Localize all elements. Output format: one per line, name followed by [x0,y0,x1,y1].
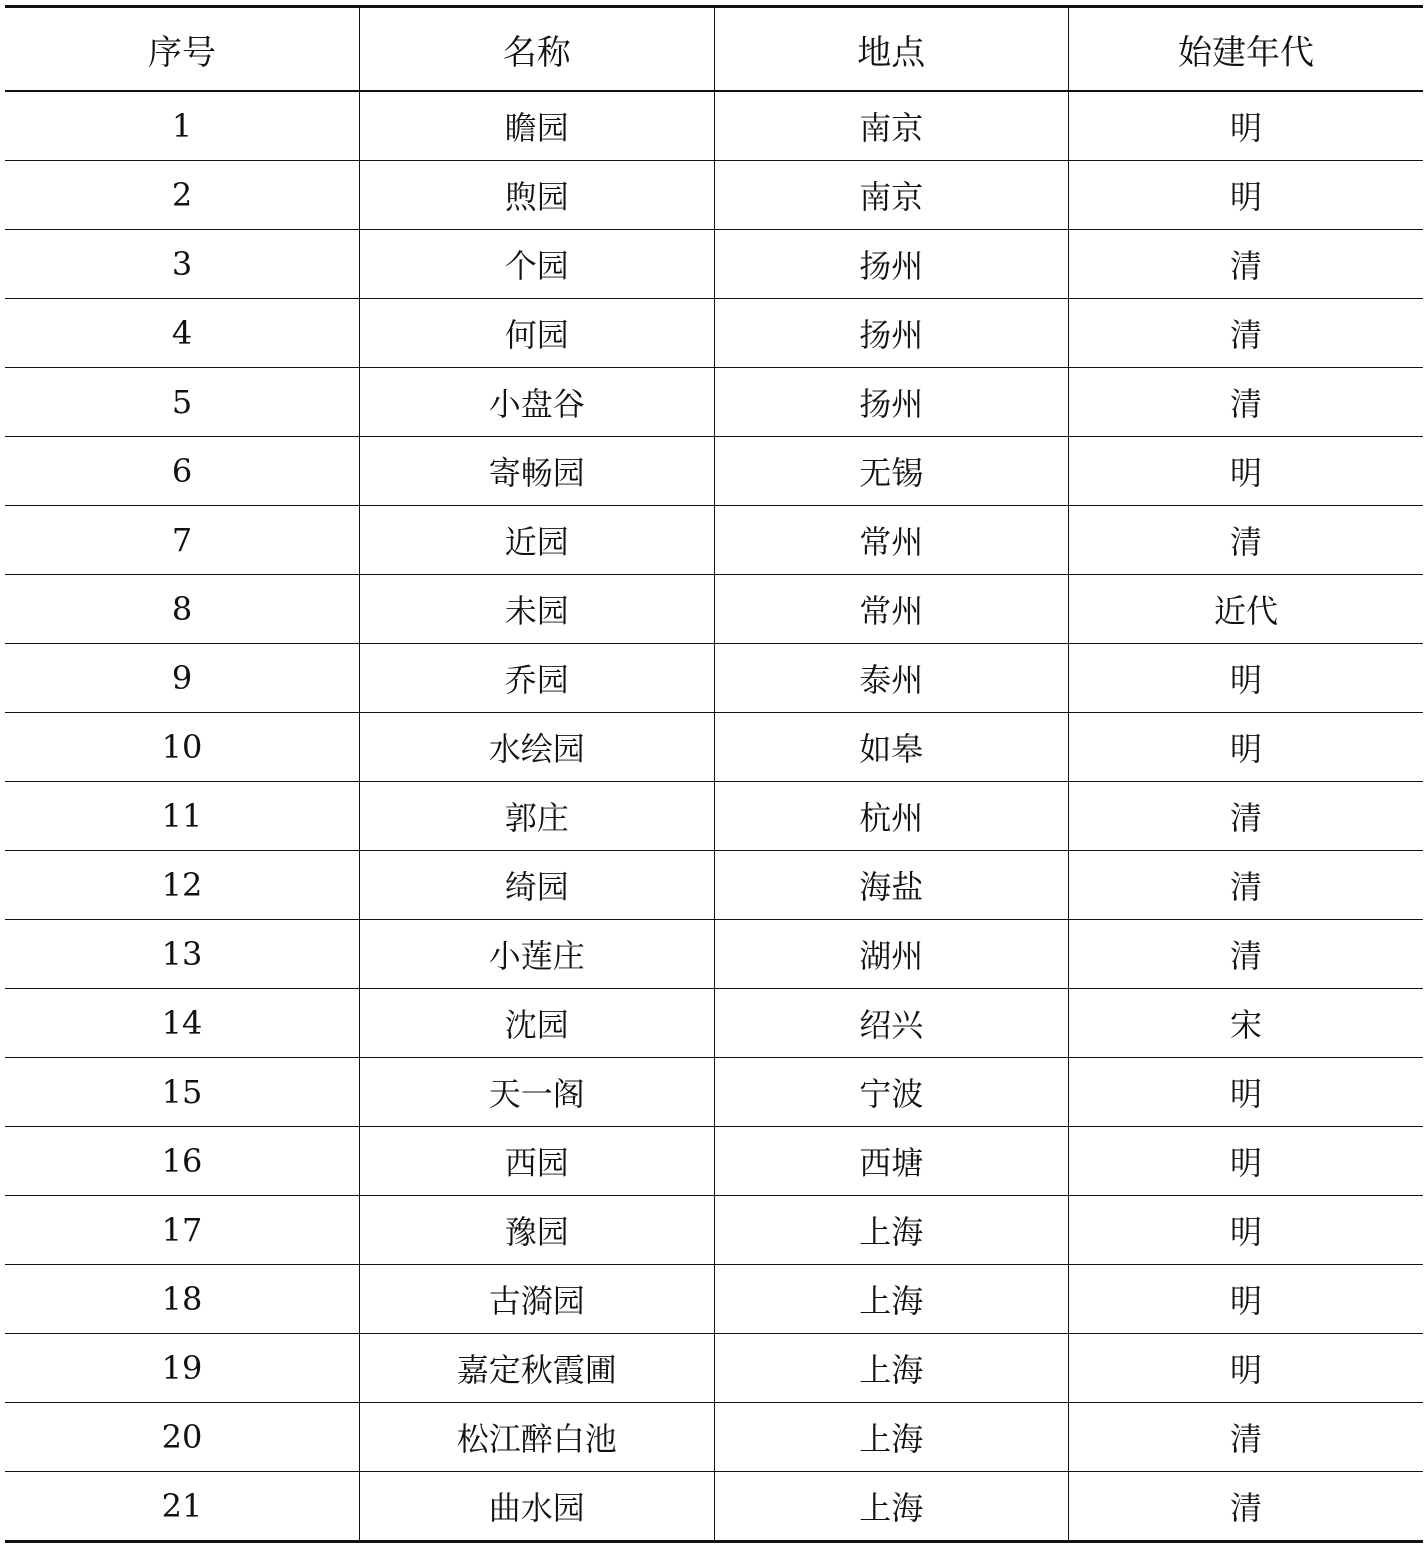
cell-name: 古漪园 [360,1265,715,1334]
cell-name: 天一阁 [360,1058,715,1127]
cell-era: 清 [1069,299,1424,368]
cell-location: 泰州 [714,644,1069,713]
cell-name: 个园 [360,230,715,299]
table-row [5,713,1423,782]
cell-location: 上海 [714,1196,1069,1265]
cell-location: 常州 [714,575,1069,644]
cell-name: 郭庄 [360,782,715,851]
cell-era: 明 [1069,161,1424,230]
cell-era: 清 [1069,506,1424,575]
table-row [5,851,1423,920]
cell-name: 绮园 [360,851,715,920]
table-row [5,230,1423,299]
cell-era: 清 [1069,368,1424,437]
header-name: 名称 [360,7,715,92]
cell-index: 14 [5,989,360,1058]
table-row [5,368,1423,437]
cell-name: 小盘谷 [360,368,715,437]
cell-location: 上海 [714,1334,1069,1403]
cell-name: 水绘园 [360,713,715,782]
cell-name: 何园 [360,299,715,368]
cell-location: 上海 [714,1403,1069,1472]
cell-index: 20 [5,1403,360,1472]
cell-index: 7 [5,506,360,575]
cell-name: 煦园 [360,161,715,230]
cell-location: 绍兴 [714,989,1069,1058]
cell-index: 5 [5,368,360,437]
table-row [5,161,1423,230]
cell-era: 清 [1069,782,1424,851]
table-row [5,920,1423,989]
cell-location: 上海 [714,1472,1069,1542]
table-row [5,989,1423,1058]
table-row [5,644,1423,713]
table-row [5,1058,1423,1127]
cell-era: 明 [1069,713,1424,782]
cell-era: 清 [1069,230,1424,299]
cell-era: 清 [1069,1403,1424,1472]
table-row [5,91,1423,161]
cell-location: 海盐 [714,851,1069,920]
table-row [5,575,1423,644]
cell-name: 近园 [360,506,715,575]
cell-index: 8 [5,575,360,644]
header-era: 始建年代 [1069,7,1424,92]
table-row [5,1265,1423,1334]
cell-location: 扬州 [714,299,1069,368]
cell-name: 松江醉白池 [360,1403,715,1472]
cell-name: 未园 [360,575,715,644]
table-row [5,506,1423,575]
cell-location: 杭州 [714,782,1069,851]
table-row [5,299,1423,368]
cell-index: 16 [5,1127,360,1196]
cell-index: 21 [161,1487,203,1525]
table-body [5,91,1423,1542]
cell-index: 11 [5,782,360,851]
cell-era: 明 [1069,1196,1424,1265]
cell-name: 嘉定秋霞圃 [360,1334,715,1403]
cell-era: 明 [1069,644,1424,713]
cell-era: 明 [1069,91,1424,161]
cell-index: 18 [5,1265,360,1334]
cell-era: 明 [1069,1265,1424,1334]
cell-era: 明 [1069,1334,1424,1403]
cell-era: 明 [1069,1127,1424,1196]
cell-name: 瞻园 [360,91,715,161]
cell-location: 上海 [714,1265,1069,1334]
cell-era: 近代 [1069,575,1424,644]
cell-index: 9 [5,644,360,713]
cell-index: 17 [5,1196,360,1265]
header-row [5,7,1423,92]
table-row [5,1127,1423,1196]
table-row [5,1196,1423,1265]
cell-location: 无锡 [714,437,1069,506]
cell-name: 沈园 [360,989,715,1058]
cell-name: 曲水园 [360,1472,715,1542]
cell-location: 宁波 [714,1058,1069,1127]
header-location: 地点 [714,7,1069,92]
cell-index: 13 [5,920,360,989]
cell-index: 1 [5,91,360,161]
cell-location: 常州 [714,506,1069,575]
cell-location: 南京 [714,161,1069,230]
table-row [5,782,1423,851]
cell-index: 15 [5,1058,360,1127]
cell-name: 小莲庄 [360,920,715,989]
table-row [5,1403,1423,1472]
cell-name: 寄畅园 [360,437,715,506]
cell-index: 4 [5,299,360,368]
cell-index: 10 [5,713,360,782]
table-row [5,1472,1423,1542]
table-row [5,1334,1423,1403]
cell-era: 明 [1069,437,1424,506]
table-row [5,437,1423,506]
cell-era: 清 [1069,851,1424,920]
cell-era: 清 [1069,1472,1424,1542]
cell-location: 扬州 [714,230,1069,299]
cell-name: 乔园 [360,644,715,713]
cell-index: 6 [5,437,360,506]
cell-index: 12 [5,851,360,920]
cell-name: 西园 [360,1127,715,1196]
cell-era: 宋 [1069,989,1424,1058]
cell-era: 明 [1069,1058,1424,1127]
cell-location: 扬州 [714,368,1069,437]
cell-location: 南京 [714,91,1069,161]
gardens-table [5,5,1423,1543]
cell-name: 豫园 [360,1196,715,1265]
cell-location: 如皋 [714,713,1069,782]
cell-location: 西塘 [714,1127,1069,1196]
cell-era: 清 [1069,920,1424,989]
cell-index: 2 [5,161,360,230]
cell-location: 湖州 [714,920,1069,989]
table-header [5,7,1423,92]
header-index: 序号 [5,7,360,92]
cell-index: 19 [5,1334,360,1403]
cell-index: 3 [5,230,360,299]
